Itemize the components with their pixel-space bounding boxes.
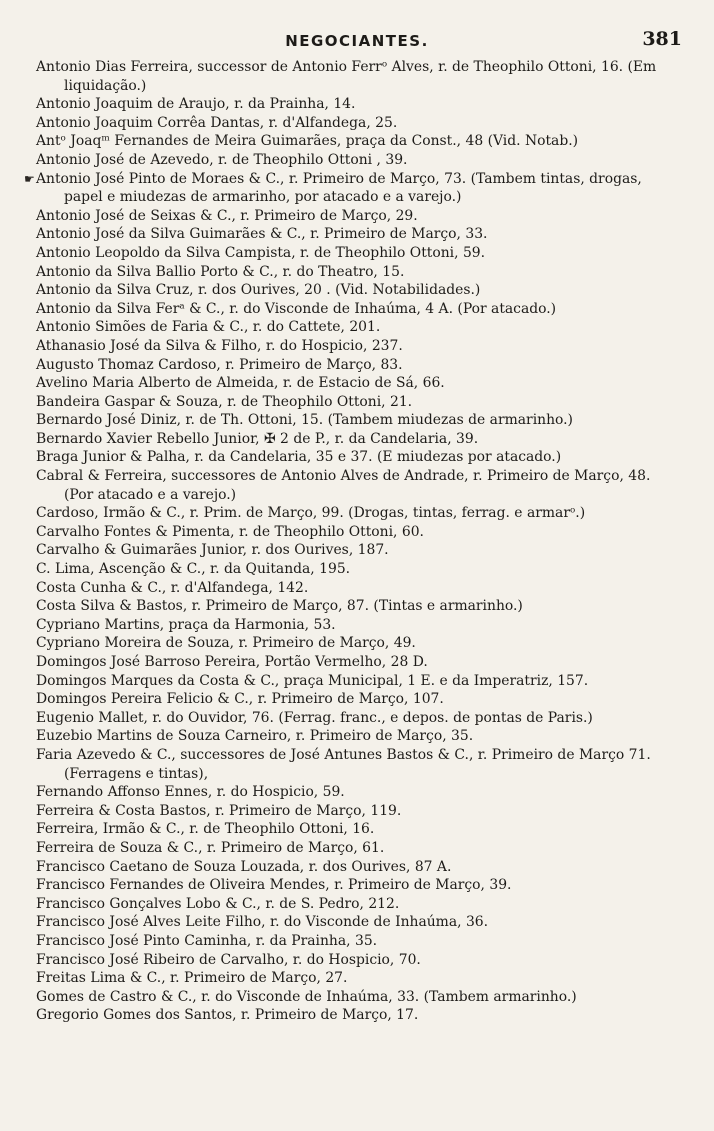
merchant-entry-text: Bernardo José Diniz, r. de Th. Ottoni, 15. (Tambem miudezas de armarinho.) bbox=[36, 412, 573, 429]
merchant-entry-text: Eugenio Mallet, r. do Ouvidor, 76. (Ferrag. franc., e depos. de pontas de Paris.) bbox=[36, 709, 593, 726]
merchant-entry bbox=[36, 356, 676, 375]
merchant-entry-text: Costa Silva & Bastos, r. Primeiro de Março, 87. (Tintas e armarinho.) bbox=[36, 598, 523, 615]
merchant-entry bbox=[36, 467, 676, 504]
merchant-entry bbox=[36, 411, 676, 430]
merchant-entry-text: Domingos Pereira Felicio & C., r. Primeiro de Março, 107. bbox=[36, 691, 444, 708]
merchant-entry bbox=[36, 337, 676, 356]
merchant-entry-text: Costa Cunha & C., r. d'Alfandega, 142. bbox=[36, 579, 309, 596]
merchant-entry bbox=[36, 244, 676, 263]
merchant-entry bbox=[36, 820, 676, 839]
merchant-entry-text: Avelino Maria Alberto de Almeida, r. de Estacio de Sá, 66. bbox=[36, 375, 445, 392]
merchant-entry bbox=[36, 839, 676, 858]
merchant-entry bbox=[36, 746, 676, 783]
merchant-entry bbox=[36, 783, 676, 802]
merchant-entry bbox=[36, 541, 676, 560]
merchant-entry bbox=[36, 318, 676, 337]
merchant-entry bbox=[36, 114, 676, 133]
merchant-entry-text: Antonio Leopoldo da Silva Campista, r. de Theophilo Ottoni, 59. bbox=[36, 244, 486, 261]
merchant-entry bbox=[36, 504, 676, 523]
merchant-entry-text: Antonio Joaquim de Araujo, r. da Prainha, 14. bbox=[36, 96, 356, 113]
merchant-entry-text: Ferreira & Costa Bastos, r. Primeiro de Março, 119. bbox=[36, 802, 402, 819]
merchant-entry-text: Gregorio Gomes dos Santos, r. Primeiro de Março, 17. bbox=[36, 1007, 419, 1024]
merchant-entry bbox=[36, 58, 676, 95]
merchant-entry-text: Francisco José Alves Leite Filho, r. do Visconde de Inhaúma, 36. bbox=[36, 914, 489, 931]
merchant-entry bbox=[36, 374, 676, 393]
merchant-entry-text: Braga Junior & Palha, r. da Candelaria, 35 e 37. (E miudezas por atacado.) bbox=[36, 449, 562, 466]
merchant-entry bbox=[36, 858, 676, 877]
merchant-list bbox=[24, 58, 676, 1025]
merchant-entry-text: Antonio da Silva Ferᵃ & C., r. do Visconde de Inhaúma, 4 A. (Por atacado.) bbox=[36, 300, 557, 317]
merchant-entry-text: Gomes de Castro & C., r. do Visconde de Inhaúma, 33. (Tambem armarinho.) bbox=[36, 988, 577, 1005]
merchant-entry bbox=[36, 616, 676, 635]
merchant-entry-text: Antonio José da Silva Guimarães & C., r. Primeiro de Março, 33. bbox=[36, 226, 488, 243]
merchant-entry-text: Cypriano Moreira de Souza, r. Primeiro de Março, 49. bbox=[36, 635, 416, 652]
merchant-entry-text: Antonio Simões de Faria & C., r. do Cattete, 201. bbox=[36, 319, 381, 336]
merchant-entry-text: Bandeira Gaspar & Souza, r. de Theophilo Ottoni, 21. bbox=[36, 393, 413, 410]
running-head: NEGOCIANTES. bbox=[285, 32, 429, 50]
merchant-entry bbox=[36, 932, 676, 951]
merchant-entry-text: Faria Azevedo & C., successores de José Antunes Bastos & C., r. Primeiro de Março 71. (Ferragens e tintas), bbox=[36, 746, 651, 782]
merchant-entry bbox=[36, 225, 676, 244]
merchant-entry: ☛Antonio José Pinto de Moraes & C., r. Primeiro de Março, 73. (Tambem tintas, drogas, papel e miudezas de armarinho, por atacado e a varejo.) bbox=[24, 170, 642, 206]
merchant-entry bbox=[36, 151, 676, 170]
merchant-entry-text: Antonio José de Azevedo, r. de Theophilo Ottoni , 39. bbox=[36, 151, 408, 168]
merchant-entry bbox=[36, 634, 676, 653]
merchant-entry-text: Antonio José de Seixas & C., r. Primeiro de Março, 29. bbox=[36, 207, 418, 224]
merchant-entry bbox=[36, 653, 676, 672]
merchant-entry bbox=[36, 597, 676, 616]
merchant-entry-text: Ferreira de Souza & C., r. Primeiro de Março, 61. bbox=[36, 839, 385, 856]
merchant-entry bbox=[36, 709, 676, 728]
merchant-entry-text: Athanasio José da Silva & Filho, r. do Hospicio, 237. bbox=[36, 337, 403, 354]
merchant-entry-text: Ferreira, Irmão & C., r. de Theophilo Ottoni, 16. bbox=[36, 821, 375, 838]
merchant-entry-text: Fernando Affonso Ennes, r. do Hospicio, 59. bbox=[36, 784, 345, 801]
merchant-entry bbox=[36, 727, 676, 746]
merchant-entry bbox=[36, 430, 676, 449]
merchant-entry-text: Freitas Lima & C., r. Primeiro de Março, 27. bbox=[36, 970, 348, 987]
merchant-entry-text: Cypriano Martins, praça da Harmonia, 53. bbox=[36, 616, 336, 633]
merchant-entry bbox=[36, 913, 676, 932]
merchant-entry-text: Antonio da Silva Cruz, r. dos Ourives, 20 . (Vid. Notabilidades.) bbox=[36, 282, 481, 299]
merchant-entry bbox=[36, 969, 676, 988]
merchant-entry-text: Carvalho & Guimarães Junior, r. dos Ourives, 187. bbox=[36, 542, 389, 559]
merchant-entry bbox=[36, 876, 676, 895]
merchant-entry-text: Antonio Dias Ferreira, successor de Antonio Ferrᵒ Alves, r. de Theophilo Ottoni, 16. (Em liquidação.) bbox=[36, 59, 657, 94]
merchant-entry bbox=[36, 523, 676, 542]
merchant-entry bbox=[36, 448, 676, 467]
merchant-entry bbox=[36, 951, 676, 970]
merchant-entry-text: Euzebio Martins de Souza Carneiro, r. Primeiro de Março, 35. bbox=[36, 728, 474, 745]
merchant-entry bbox=[36, 132, 676, 151]
merchant-entry-text: Francisco Caetano de Souza Louzada, r. dos Ourives, 87 A. bbox=[36, 858, 452, 875]
merchant-entry bbox=[36, 988, 676, 1007]
page-header bbox=[0, 24, 714, 54]
merchant-entry-text: Carvalho Fontes & Pimenta, r. de Theophilo Ottoni, 60. bbox=[36, 523, 424, 540]
merchant-entry-text: Antᵒ Joaqᵐ Fernandes de Meira Guimarães, praça da Const., 48 (Vid. Notab.) bbox=[36, 133, 579, 150]
merchant-entry bbox=[36, 1006, 676, 1025]
merchant-entry bbox=[36, 895, 676, 914]
page-number: 381 bbox=[642, 28, 682, 50]
merchant-entry-text: Francisco Fernandes de Oliveira Mendes, r. Primeiro de Março, 39. bbox=[36, 877, 512, 894]
merchant-entry bbox=[36, 672, 676, 691]
merchant-entry-text: Domingos Marques da Costa & C., praça Municipal, 1 E. e da Imperatriz, 157. bbox=[36, 672, 589, 689]
merchant-entry-text: Domingos José Barroso Pereira, Portão Vermelho, 28 D. bbox=[36, 654, 428, 670]
merchant-entry bbox=[36, 263, 676, 282]
merchant-entry-text: Antonio José Pinto de Moraes & C., r. Primeiro de Março, 73. (Tambem tintas, drogas, papel e miudezas de armarinho, por atacado e a varejo.) bbox=[36, 170, 642, 206]
merchant-entry-text: Bernardo Xavier Rebello Junior, ✠ 2 de P., r. da Candelaria, 39. bbox=[36, 430, 479, 447]
merchant-entry-text: Antonio Joaquim Corrêa Dantas, r. d'Alfandega, 25. bbox=[36, 114, 398, 131]
merchant-entry-text: C. Lima, Ascenção & C., r. da Quitanda, 195. bbox=[36, 561, 351, 578]
merchant-entry bbox=[36, 393, 676, 412]
merchant-entry bbox=[36, 207, 676, 226]
merchant-entry bbox=[36, 802, 676, 821]
merchant-entry-text: Cabral & Ferreira, successores de Antonio Alves de Andrade, r. Primeiro de Março, 48. (Por atacado e a varejo.) bbox=[36, 468, 651, 503]
merchant-entry-text: Francisco José Ribeiro de Carvalho, r. do Hospicio, 70. bbox=[36, 951, 421, 968]
merchant-entry-text: Augusto Thomaz Cardoso, r. Primeiro de Março, 83. bbox=[36, 356, 403, 373]
merchant-entry bbox=[36, 300, 676, 319]
merchant-entry-text: Cardoso, Irmão & C., r. Prim. de Março, 99. (Drogas, tintas, ferrag. e armarᵒ.) bbox=[36, 505, 586, 522]
merchant-entry bbox=[36, 579, 676, 598]
merchant-entry-text: Francisco Gonçalves Lobo & C., r. de S. Pedro, 212. bbox=[36, 895, 400, 912]
merchant-entry bbox=[36, 281, 676, 300]
merchant-entry bbox=[36, 560, 676, 579]
merchant-entry-text: Francisco José Pinto Caminha, r. da Prainha, 35. bbox=[36, 932, 378, 949]
merchant-entry bbox=[36, 690, 676, 709]
merchant-entry bbox=[36, 95, 676, 114]
merchant-entry-text: Antonio da Silva Ballio Porto & C., r. do Theatro, 15. bbox=[36, 263, 405, 280]
